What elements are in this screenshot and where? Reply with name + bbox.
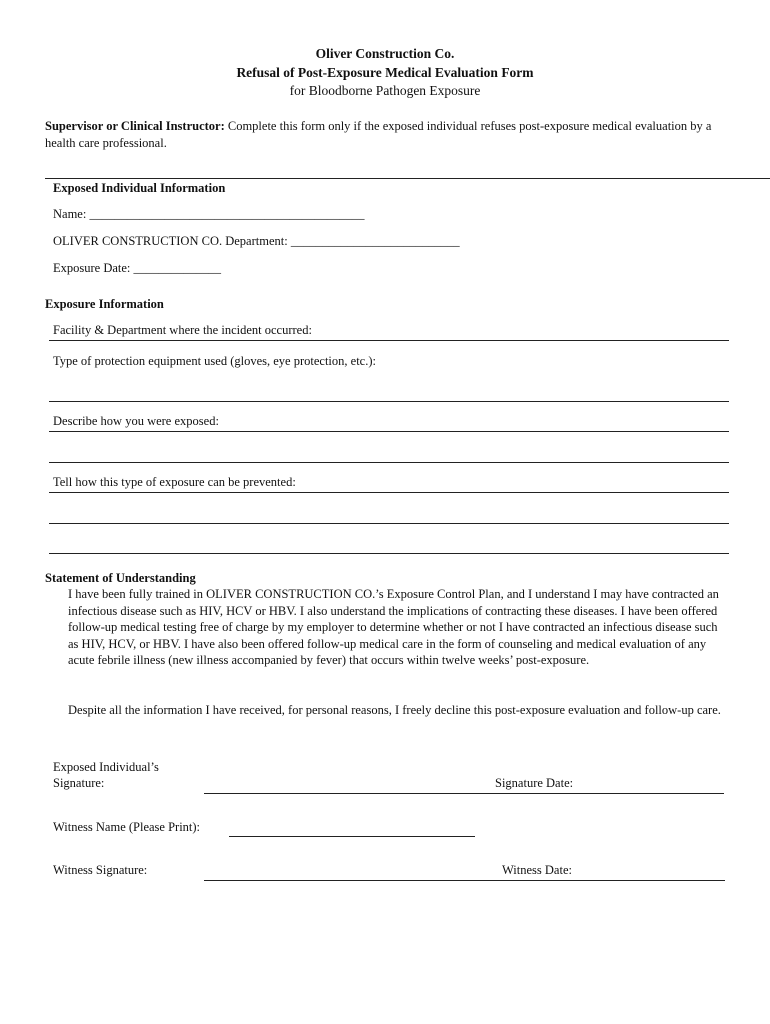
name-field[interactable]: Name: ____________________________________________	[53, 207, 365, 221]
intro-lead: Supervisor or Clinical Instructor:	[45, 119, 225, 133]
individual-signature-label-line1: Exposed Individual’s	[53, 760, 159, 774]
prevent-input-line-2[interactable]	[49, 523, 729, 524]
form-subtitle: for Bloodborne Pathogen Exposure	[289, 83, 481, 98]
signature-date-label: Signature Date:	[495, 776, 574, 790]
witness-signature-label: Witness Signature:	[53, 863, 148, 877]
witness-name-label: Witness Name (Please Print):	[53, 820, 201, 834]
statement-heading: Statement of Understanding	[45, 571, 196, 585]
describe-input-line-1[interactable]	[49, 431, 729, 432]
form-title: Refusal of Post-Exposure Medical Evaluation Form	[236, 65, 534, 80]
equipment-label: Type of protection equipment used (gloves, eye protection, etc.):	[53, 354, 376, 368]
equipment-input-line[interactable]	[49, 401, 729, 402]
department-field[interactable]: OLIVER CONSTRUCTION CO. Department: ___________________________	[53, 234, 460, 248]
prevent-input-line-3[interactable]	[49, 553, 729, 554]
witness-date-label: Witness Date:	[502, 863, 572, 877]
describe-input-line-2[interactable]	[49, 462, 729, 463]
facility-label: Facility & Department where the incident occurred:	[53, 323, 312, 337]
prevent-label: Tell how this type of exposure can be prevented:	[53, 475, 296, 489]
prevent-input-line-1[interactable]	[49, 492, 729, 493]
witness-name-line[interactable]	[229, 836, 475, 837]
statement-paragraph-1: I have been fully trained in OLIVER CONSTRUCTION CO.’s Exposure Control Plan, and I understand I may have contracted an infectious disease such as HIV, HCV or HBV. I also understand the implications of contracting these diseases. I have been offered follow-up medical testing free of charge by my employer to determine whether or not I have contracted an infectious disease such as HIV, HCV, or HBV. I have also been offered follow-up medical care in the form of counseling and medical evaluation of any acute febrile illness (new illness accompanied by fever) that occurs within twelve weeks’ post-exposure.	[68, 587, 719, 668]
individual-heading: Exposed Individual Information	[53, 181, 226, 195]
individual-signature-label-line2: Signature:	[53, 776, 105, 790]
company-name: Oliver Construction Co.	[315, 46, 455, 61]
facility-input-line[interactable]	[49, 340, 729, 341]
describe-label: Describe how you were exposed:	[53, 414, 219, 428]
intro-body: Complete this form only if the exposed individual refuses post-exposure medical evaluation by a health care professional.	[45, 119, 712, 150]
witness-signature-line[interactable]	[204, 880, 725, 881]
intro-text	[45, 118, 735, 152]
statement-paragraph-2: Despite all the information I have received, for personal reasons, I freely decline this post-exposure evaluation and follow-up care.	[68, 703, 721, 717]
exposure-heading: Exposure Information	[45, 297, 164, 311]
individual-signature-line[interactable]	[204, 793, 724, 794]
section-divider	[45, 178, 770, 179]
exposure-date-field[interactable]: Exposure Date: ______________	[53, 261, 222, 275]
